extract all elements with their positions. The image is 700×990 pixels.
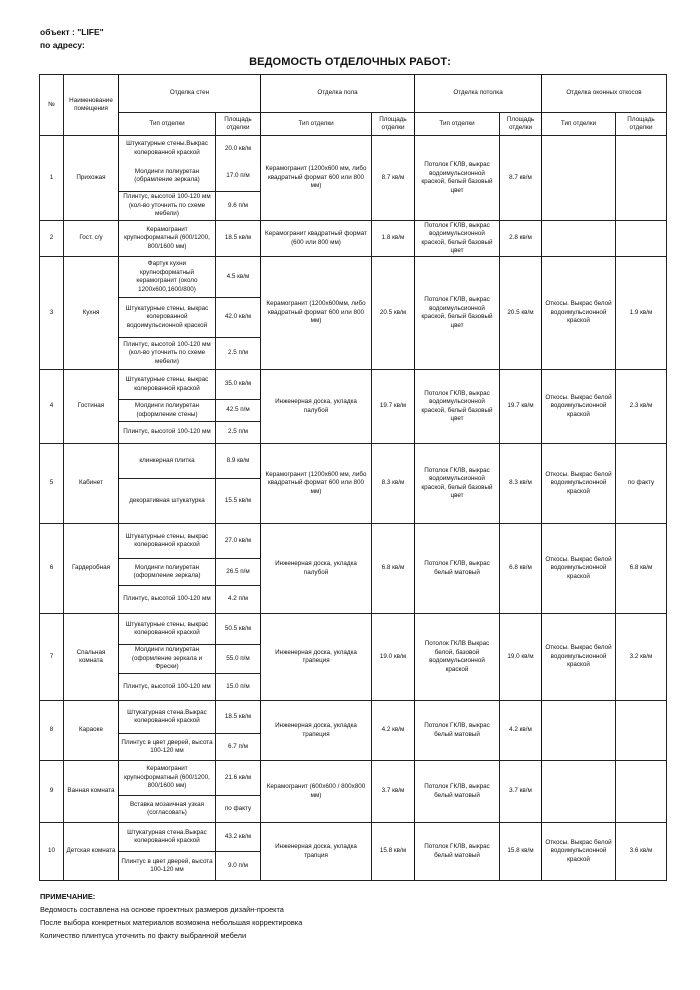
floor-finish-area: 1.8 кв/м <box>372 221 415 257</box>
wall-finish-area: 8.9 кв/м <box>216 444 261 479</box>
wall-finish-area: 55.0 п/м <box>216 645 261 674</box>
wall-finish-type: Плинтус, высотой 100-120 мм (кол-во уточнить по схеме мебели) <box>119 338 216 370</box>
ceiling-finish-area: 4.2 кв/м <box>500 701 542 761</box>
row-number: 10 <box>40 823 64 881</box>
floor-finish-area: 6.8 кв/м <box>372 524 415 614</box>
wall-finish-area: 15.0 п/м <box>216 674 261 701</box>
wall-finish-type: Штукатурные стены, выкрас колерованной краской <box>119 524 216 559</box>
window-slope-finish-type: Откосы. Выкрас белой водоимульсионной краской <box>542 257 616 370</box>
window-slope-finish-area <box>616 136 667 221</box>
wall-finish-type: Плинтус, высотой 100-120 мм <box>119 674 216 701</box>
row-number: 8 <box>40 701 64 761</box>
table-row <box>40 221 667 257</box>
wall-finish-type: Плинтус, высотой 100-120 мм (кол-во уточнить по схеме мебели) <box>119 192 216 221</box>
sub-header-window-type: Тип отделки <box>542 113 616 136</box>
wall-finish-area: 42.5 п/м <box>216 400 261 422</box>
table-row <box>40 370 667 400</box>
sub-header-wall-area: Площадь отделки <box>216 113 261 136</box>
note-line: Ведомость составлена на основе проектных размеров дизайн-проекта <box>40 905 284 914</box>
table-row <box>40 701 667 734</box>
room-name: Прихожая <box>64 136 119 221</box>
note-line: После выбора конкретных материалов возможна небольшая корректировка <box>40 918 303 927</box>
sub-header-wall-type: Тип отделки <box>119 113 216 136</box>
window-slope-finish-area: 6.8 кв/м <box>616 524 667 614</box>
ceiling-finish-type: Потолок ГКЛВ, выкрас белый матовый <box>415 823 500 881</box>
window-slope-finish-type: Откосы. Выкрас белой водоимульсионной краской <box>542 524 616 614</box>
wall-finish-type: декоративная штукатурка <box>119 479 216 524</box>
wall-finish-area: 4.2 п/м <box>216 586 261 614</box>
ceiling-finish-area: 3.7 кв/м <box>500 761 542 823</box>
window-slope-finish-area: 2.3 кв/м <box>616 370 667 444</box>
wall-finish-area: 27.0 кв/м <box>216 524 261 559</box>
wall-finish-area: 18.5 кв/м <box>216 221 261 257</box>
wall-finish-area: 21.6 кв/м <box>216 761 261 796</box>
window-slope-finish-type <box>542 761 616 823</box>
wall-finish-area: 18.5 кв/м <box>216 701 261 734</box>
floor-finish-type: Керамогранит (1200х600 мм, либо квадратный формат 600 или 800 мм) <box>261 444 372 524</box>
sub-header-ceiling-area: Площадь отделки <box>500 113 542 136</box>
floor-finish-type: Керамогранит (600х600 / 800х800 мм) <box>261 761 372 823</box>
room-name: Караоке <box>64 701 119 761</box>
floor-finish-area: 19.0 кв/м <box>372 614 415 701</box>
table-row <box>40 524 667 559</box>
floor-finish-type: Инженерная доска, укладка трапеция <box>261 701 372 761</box>
wall-finish-type: Штукатурная стена.Выкрас колерованной краской <box>119 701 216 734</box>
wall-finish-area: 17.0 п/м <box>216 162 261 192</box>
wall-finish-type: Молдинги полиуретан (оформление зеркала и Фрески) <box>119 645 216 674</box>
window-slope-finish-area <box>616 221 667 257</box>
ceiling-finish-type: Потолок ГКЛВ Выкрас белой, базовой водоимульсионной краской <box>415 614 500 701</box>
floor-finish-area: 8.7 кв/м <box>372 136 415 221</box>
ceiling-finish-type: Потолок ГКЛВ, выкрас белый матовый <box>415 761 500 823</box>
window-slope-finish-type <box>542 701 616 761</box>
wall-finish-area: 9.0 п/м <box>216 852 261 881</box>
wall-finish-type: Молдинги полиуретан (обрамление зеркала) <box>119 162 216 192</box>
room-name: Гост. с/у <box>64 221 119 257</box>
row-number: 5 <box>40 444 64 524</box>
ceiling-finish-area: 19.7 кв/м <box>500 370 542 444</box>
wall-finish-type: Штукатурные стены, выкрас колерованной водоимульсионной краской <box>119 298 216 338</box>
group-header-ceiling: Отделка потолка <box>415 75 542 113</box>
wall-finish-type: Плинтус, высотой 100-120 мм <box>119 586 216 614</box>
window-slope-finish-area: 3.6 кв/м <box>616 823 667 881</box>
row-number: 4 <box>40 370 64 444</box>
col-header-number: № <box>40 75 64 136</box>
ceiling-finish-type: Потолок ГКЛВ, выкрас водоимульсионной краской, белый базовый цвет <box>415 444 500 524</box>
address-label: по адресу: <box>40 40 85 50</box>
ceiling-finish-area: 19.0 кв/м <box>500 614 542 701</box>
sub-header-window-area: Площадь отделки <box>616 113 667 136</box>
floor-finish-type: Керамогранит квадратный формат (600 или 800 мм) <box>261 221 372 257</box>
wall-finish-type: Штукатурные стены.Выкрас колерованной краской <box>119 136 216 162</box>
ceiling-finish-type: Потолок ГКЛВ, выкрас водоимульсионной краской, белый базовый цвет <box>415 257 500 370</box>
wall-finish-type: Плинтус в цвет дверей, высота 100-120 мм <box>119 734 216 761</box>
room-name: Кабинет <box>64 444 119 524</box>
floor-finish-type: Инженерная доска, укладка палубой <box>261 524 372 614</box>
wall-finish-area: 4.5 кв/м <box>216 257 261 298</box>
table-row <box>40 614 667 645</box>
wall-finish-type: Штукатурные стены, выкрас колерованной краской <box>119 370 216 400</box>
wall-finish-type: Молдинги полиуретан (оформление стены) <box>119 400 216 422</box>
wall-finish-type: Вставка мозаичная узкая (согласовать) <box>119 796 216 823</box>
ceiling-finish-type: Потолок ГКЛВ, выкрас водоимульсионной краской, белый базовый цвет <box>415 221 500 257</box>
ceiling-finish-area: 8.3 кв/м <box>500 444 542 524</box>
sub-header-floor-area: Площадь отделки <box>372 113 415 136</box>
table-row <box>40 136 667 162</box>
window-slope-finish-area <box>616 761 667 823</box>
floor-finish-type: Инженерная доска, укладка трапция <box>261 823 372 881</box>
row-number: 1 <box>40 136 64 221</box>
window-slope-finish-type <box>542 221 616 257</box>
row-number: 6 <box>40 524 64 614</box>
table-row <box>40 444 667 479</box>
wall-finish-area: 42.0 кв/м <box>216 298 261 338</box>
wall-finish-type: Керамогранит крупноформатный (600/1200, 800/1600 мм) <box>119 221 216 257</box>
floor-finish-area: 8.3 кв/м <box>372 444 415 524</box>
wall-finish-type: Керамогранит крупноформатный (600/1200, 800/1600 мм) <box>119 761 216 796</box>
room-name: Кухня <box>64 257 119 370</box>
floor-finish-type: Керамогранит (1200х600 мм, либо квадратный формат 600 или 800 мм) <box>261 136 372 221</box>
wall-finish-area: 6.7 п/м <box>216 734 261 761</box>
col-header-room: Наименование помещения <box>64 75 119 136</box>
ceiling-finish-area: 15.8 кв/м <box>500 823 542 881</box>
window-slope-finish-type: Откосы. Выкрас белой водоимульсионной краской <box>542 444 616 524</box>
table-row <box>40 257 667 298</box>
table-row <box>40 823 667 852</box>
wall-finish-area: 15.5 кв/м <box>216 479 261 524</box>
window-slope-finish-area <box>616 701 667 761</box>
window-slope-finish-area: 1.9 кв/м <box>616 257 667 370</box>
notes-heading: ПРИМЕЧАНИЕ: <box>40 892 96 901</box>
object-label: объект : "LIFE" <box>40 27 104 37</box>
wall-finish-area: по факту <box>216 796 261 823</box>
floor-finish-area: 3.7 кв/м <box>372 761 415 823</box>
wall-finish-area: 20.0 кв/м <box>216 136 261 162</box>
wall-finish-type: Штукатурные стены, выкрас колерованной краской <box>119 614 216 645</box>
wall-finish-type: клинкерная плитка <box>119 444 216 479</box>
note-line: Количество плинтуса уточнить по факту выбранной мебели <box>40 931 247 940</box>
floor-finish-area: 4.2 кв/м <box>372 701 415 761</box>
window-slope-finish-type: Откосы. Выкрас белой водоимульсионной краской <box>542 370 616 444</box>
room-name: Гардеробная <box>64 524 119 614</box>
wall-finish-area: 26.5 п/м <box>216 559 261 586</box>
floor-finish-area: 19.7 кв/м <box>372 370 415 444</box>
window-slope-finish-area: по факту <box>616 444 667 524</box>
floor-finish-type: Инженерная доска, укладка трапеция <box>261 614 372 701</box>
ceiling-finish-area: 8.7 кв/м <box>500 136 542 221</box>
ceiling-finish-type: Потолок ГКЛВ, выкрас водоимульсионной краской, белый базовый цвет <box>415 370 500 444</box>
wall-finish-area: 2.5 п/м <box>216 338 261 370</box>
floor-finish-area: 20.5 кв/м <box>372 257 415 370</box>
wall-finish-type: Штукатурная стена.Выкрас колерованной краской <box>119 823 216 852</box>
floor-finish-area: 15.8 кв/м <box>372 823 415 881</box>
room-name: Гостиная <box>64 370 119 444</box>
floor-finish-type: Инженерная доска, укладка палубой <box>261 370 372 444</box>
group-header-window-slopes: Отделка оконных откосов <box>542 75 667 113</box>
ceiling-finish-type: Потолок ГКЛВ, выкрас белый матовый <box>415 701 500 761</box>
window-slope-finish-type: Откосы. Выкрас белой водоимульсионной краской <box>542 614 616 701</box>
row-number: 9 <box>40 761 64 823</box>
ceiling-finish-area: 20.5 кв/м <box>500 257 542 370</box>
sub-header-floor-type: Тип отделки <box>261 113 372 136</box>
row-number: 2 <box>40 221 64 257</box>
wall-finish-type: Молдинги полиуретан (оформление зеркала) <box>119 559 216 586</box>
wall-finish-area: 43.2 кв/м <box>216 823 261 852</box>
group-header-walls: Отделка стен <box>119 75 261 113</box>
wall-finish-area: 9.6 п/м <box>216 192 261 221</box>
row-number: 3 <box>40 257 64 370</box>
room-name: Детская комната <box>64 823 119 881</box>
wall-finish-type: Плинтус, высотой 100-120 мм <box>119 422 216 444</box>
wall-finish-type: Фартук кухни крупноформатный керамогранит (около 1200х600,1600/800) <box>119 257 216 298</box>
wall-finish-type: Плинтус в цвет дверей, высота 100-120 мм <box>119 852 216 881</box>
ceiling-finish-area: 6.8 кв/м <box>500 524 542 614</box>
window-slope-finish-type <box>542 136 616 221</box>
room-name: Спальная комната <box>64 614 119 701</box>
table-row <box>40 761 667 796</box>
finishing-works-table <box>39 74 667 881</box>
ceiling-finish-type: Потолок ГКЛВ, выкрас белый матовый <box>415 524 500 614</box>
document-title: ВЕДОМОСТЬ ОТДЕЛОЧНЫХ РАБОТ: <box>249 56 451 68</box>
window-slope-finish-type: Откосы. Выкрас белой водоимульсионной краской <box>542 823 616 881</box>
window-slope-finish-area: 3.2 кв/м <box>616 614 667 701</box>
floor-finish-type: Керамогранит (1200х600мм, либо квадратный формат 600 или 800 мм) <box>261 257 372 370</box>
wall-finish-area: 35.0 кв/м <box>216 370 261 400</box>
row-number: 7 <box>40 614 64 701</box>
ceiling-finish-type: Потолок ГКЛВ, выкрас водоимульсионной краской, белый базовый цвет <box>415 136 500 221</box>
ceiling-finish-area: 2.8 кв/м <box>500 221 542 257</box>
room-name: Ванная комната <box>64 761 119 823</box>
wall-finish-area: 2.5 п/м <box>216 422 261 444</box>
notes-section <box>40 890 302 942</box>
wall-finish-area: 50.5 кв/м <box>216 614 261 645</box>
sub-header-ceiling-type: Тип отделки <box>415 113 500 136</box>
group-header-floor: Отделка пола <box>261 75 415 113</box>
